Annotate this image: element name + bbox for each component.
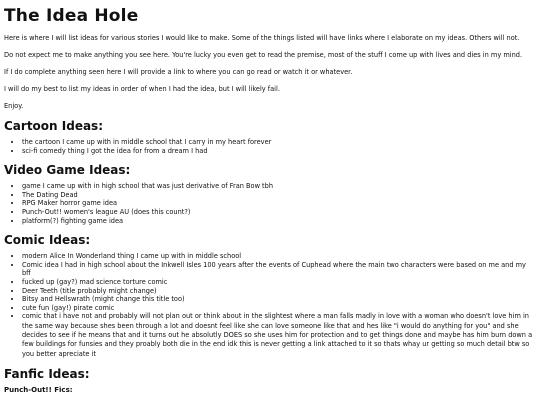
intro-paragraph: I will do my best to list my ideas in order of when I had the idea, but I will likely fail. [4,85,280,93]
list-item: • comic that i have not and probably will not plan out or think about in the slightest where a man falls madly in love with a woman who doesn't love him in the same way because shes been through a lot and doesnt feel like she can love someone like that and hes like "i would do anything for you" and she decides to see if he means that and it turns out he absolutly DOES so she uses him for protection and to get things done and maybe has him burn down a few buildings for funsies and they proably both die in the end idk this is never getting a link attached to it so thats whay ur getting so much detail btw so you better apreciate it [22,312,536,358]
page-title: The Idea Hole [4,6,139,26]
list-item[interactable]: • the cartoon I came up with in middle school that I carry in my heart forever [22,138,536,147]
list-item[interactable]: • The Dating Dead [22,191,536,200]
comic-ideas-list [4,252,536,359]
subsection-heading-punch-out: Punch-Out!! Fics: [4,385,73,394]
list-item[interactable]: • Punch-Out!! women's league AU (does this count?) [22,208,536,217]
intro-paragraph: Here is where I will list ideas for various stories I would like to make. Some of the things listed will have links where I elaborate on my ideas. Others will not. [4,34,520,42]
list-item[interactable]: • game I came up with in high school that was just derivative of Fran Bow tbh [22,182,536,191]
list-item[interactable]: • modern Alice In Wonderland thing I came up with in middle school [22,252,536,261]
list-item[interactable]: • fucked up (gay?) mad science torture comic [22,278,536,287]
cartoon-ideas-list [4,138,536,155]
intro-paragraph: Do not expect me to make anything you see here. You're lucky you even get to read the premise, most of the stuff I come up with lives and dies in my mind. [4,51,523,59]
list-item[interactable]: • RPG Maker horror game idea [22,199,536,208]
list-item[interactable]: • cute fun (gay!) pirate comic [22,304,536,313]
list-item[interactable]: • Bitsy and Hellswrath (might change this title too) [22,295,536,304]
intro-paragraph: Enjoy. [4,102,24,110]
section-heading-cartoon: Cartoon Ideas: [4,119,103,133]
list-item[interactable]: • sci-fi comedy thing I got the idea for from a dream I had [22,147,536,156]
section-heading-video-game: Video Game Ideas: [4,163,131,178]
list-item[interactable]: • Comic idea I had in high school about the Inkwell Isles 100 years after the events of Cuphead where the main two characters were based on me and my bff [22,261,536,278]
list-item[interactable]: • Deer Teeth (title probably might change) [22,287,536,296]
video-game-ideas-list [4,182,536,225]
intro-paragraph: If I do complete anything seen here I will provide a link to where you can go read or watch it or whatever. [4,68,353,76]
section-heading-comic: Comic Ideas: [4,233,91,248]
section-heading-fanfic: Fanfic Ideas: [4,366,90,381]
list-item[interactable]: • platform(?) fighting game idea [22,217,536,226]
